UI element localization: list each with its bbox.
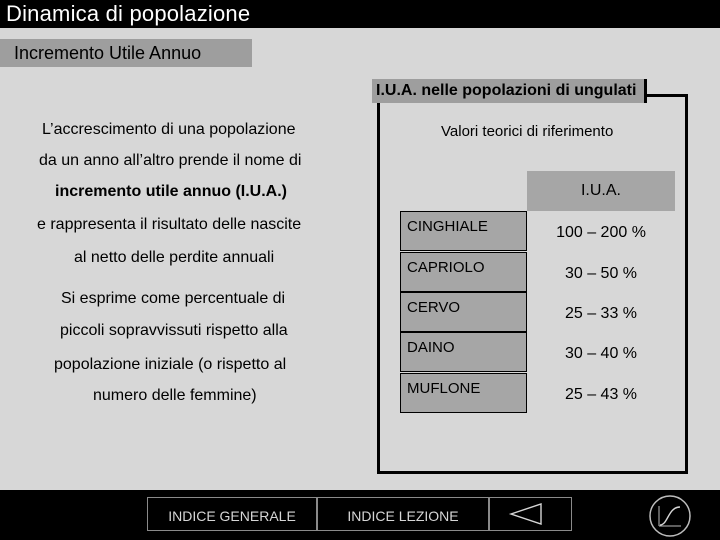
table-row-label: CINGHIALE [400, 211, 527, 251]
general-index-button[interactable]: INDICE GENERALE [147, 497, 317, 531]
body-text-line: al netto delle perdite annuali [74, 249, 275, 266]
table-row-label: MUFLONE [400, 373, 527, 413]
table-row-label: CAPRIOLO [400, 252, 527, 292]
logo-icon [648, 494, 692, 538]
table-row-value: 30 – 50 % [564, 265, 638, 282]
table-row-value: 25 – 43 % [564, 386, 638, 403]
table-row-label: DAINO [400, 332, 527, 372]
iua-column-header: I.U.A. [527, 171, 675, 211]
back-button[interactable] [489, 497, 572, 531]
body-text-line: numero delle femmine) [93, 387, 257, 404]
table-row-value: 100 – 200 % [556, 224, 646, 241]
body-text-line: e rappresenta il risultato delle nascite [37, 216, 302, 233]
body-text-line: da un anno all’altro prende il nome di [39, 152, 302, 169]
back-arrow-icon [489, 497, 572, 531]
section-subtitle: Incremento Utile Annuo [0, 39, 252, 67]
body-text-line: Si esprime come percentuale di [61, 290, 286, 307]
panel-subtitle: Valori teorici di riferimento [441, 123, 614, 140]
lesson-index-button[interactable]: INDICE LEZIONE [317, 497, 489, 531]
body-text-line: piccoli sopravvissuti rispetto alla [60, 322, 288, 339]
body-text-line: incremento utile annuo (I.U.A.) [55, 183, 288, 200]
body-text-line: popolazione iniziale (o rispetto al [54, 356, 287, 373]
panel-title: I.U.A. nelle popolazioni di ungulati [372, 79, 647, 103]
page-title: Dinamica di popolazione [0, 0, 720, 28]
table-row-label: CERVO [400, 292, 527, 332]
table-row-value: 25 – 33 % [564, 305, 638, 322]
table-row-value: 30 – 40 % [564, 345, 638, 362]
body-text-line: L’accrescimento di una popolazione [42, 121, 296, 138]
